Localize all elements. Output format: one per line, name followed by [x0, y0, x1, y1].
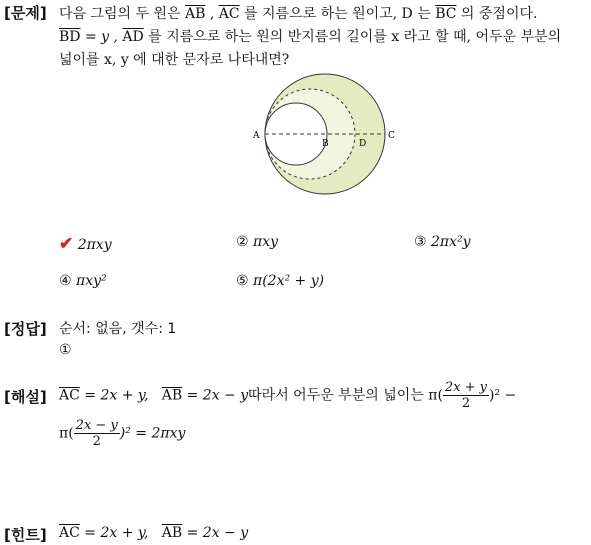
- check-mark-icon: ✔: [59, 234, 74, 254]
- segment-ac: $\overline{AC}$: [218, 6, 240, 22]
- circle-figure: [248, 68, 408, 204]
- choice-2[interactable]: ② πxy: [236, 234, 279, 250]
- problem-label: [문제]: [4, 4, 47, 22]
- choice-3[interactable]: ③ 2πx²y: [414, 234, 471, 250]
- point-c-label: C: [388, 131, 395, 141]
- point-d-label: D: [359, 139, 367, 149]
- hint-label: [힌트]: [4, 526, 47, 544]
- hint-line: $\overline{AC} = 2x + y$, $\overline{AB} = 2x - y$: [59, 525, 249, 541]
- choice-1[interactable]: [59, 234, 112, 254]
- fraction-1: $\frac{2x + y}{2}$: [444, 380, 488, 411]
- choice-4[interactable]: ④ πxy²: [59, 273, 107, 289]
- segment-bd: $\overline{BD}$: [59, 29, 81, 45]
- problem-line-2: $\overline{BD} = y$ , $\overline{AD}$ 를 지름으로 하는 원의 반지름의 길이를 x 라고 할 때, 어두운 부분의: [59, 29, 562, 45]
- point-a-label: A: [253, 131, 260, 141]
- explanation-line-2: π( $\frac{2x - y}{2}$ )² = 2πxy: [59, 418, 186, 449]
- point-b-label: B: [322, 139, 329, 149]
- fraction-2: $\frac{2x - y}{2}$: [75, 418, 118, 449]
- choice-5[interactable]: ⑤ π(2x² + y): [236, 273, 325, 289]
- choice-1-text: 2πxy: [77, 237, 112, 253]
- problem-line-3: 넓이를 x, y 에 대한 문자로 나타내면?: [59, 52, 290, 68]
- segment-ad: $\overline{AD}$: [122, 29, 144, 45]
- answer-line-1: 순서: 없음, 갯수: 1: [59, 321, 177, 337]
- problem-line-1: 다음 그림의 두 원은 $\overline{AB}$ , $\overline{AC}$ 를 지름으로 하는 원이고, D 는 $\overline{BC}$ 의 중점이다.: [59, 6, 538, 22]
- segment-ab: $\overline{AB}$: [185, 6, 206, 22]
- answer-line-2: ①: [59, 342, 72, 358]
- segment-bc: $\overline{BC}$: [435, 6, 457, 22]
- explanation-line-1: $\overline{AC} = 2x + y$, $\overline{AB} = 2x - y$따라서 어두운 부분의 넓이는 π( $\frac{2x + y}{2}$ )² −: [59, 380, 517, 411]
- explanation-label: [해설]: [4, 388, 47, 406]
- answer-label: [정답]: [4, 320, 47, 338]
